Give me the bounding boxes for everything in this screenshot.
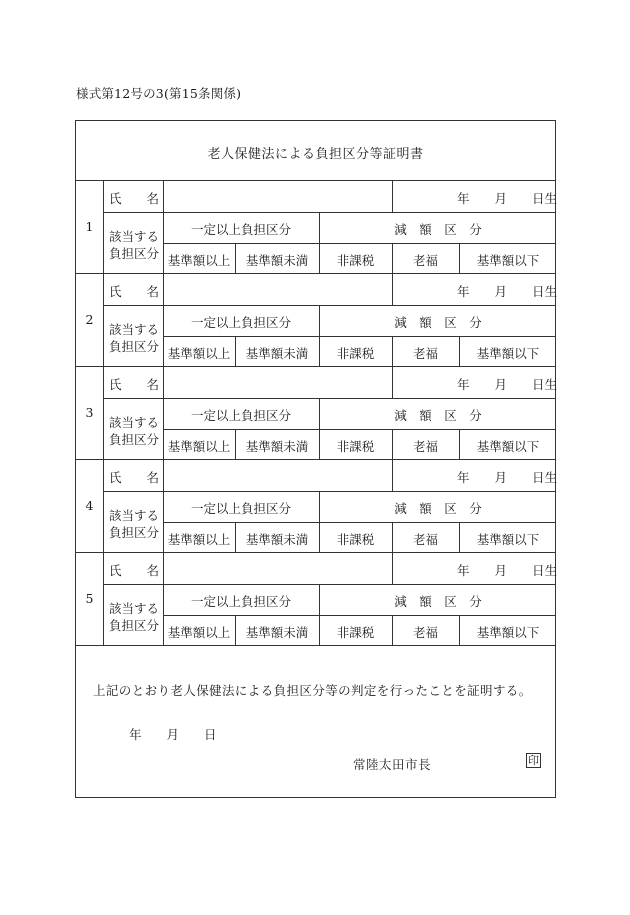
entry-number-cell — [76, 553, 104, 645]
below-standard-cell: 基準額未満 — [245, 346, 309, 361]
above-fixed-burden-header: 一定以上負担区分 — [190, 408, 291, 423]
name-field[interactable] — [164, 461, 391, 490]
row-divider — [104, 398, 555, 399]
date-of-birth-label: 年 月 日生 — [457, 191, 558, 206]
above-fixed-burden-header: 一定以上負担区分 — [190, 501, 291, 516]
below-standard-cell: 基準額未満 — [245, 439, 309, 454]
entry-number: 1 — [85, 219, 94, 234]
name-field[interactable] — [164, 182, 391, 211]
welfare-cell: 老福 — [412, 253, 438, 268]
above-standard-cell: 基準額以上 — [167, 439, 231, 454]
standard-or-less-cell: 基準額以下 — [476, 439, 540, 454]
row-divider — [163, 336, 555, 337]
date-of-birth-label: 年 月 日生 — [457, 377, 558, 392]
column-divider — [392, 274, 393, 305]
row-divider — [104, 491, 555, 492]
certificate-form — [75, 120, 556, 798]
certification-statement: 上記のとおり老人保健法による負担区分等の判定を行ったことを証明する。 — [93, 683, 532, 698]
name-label: 氏 名 — [109, 191, 160, 206]
applicable-label-line2: 負担区分 — [109, 618, 160, 633]
row-divider — [163, 429, 555, 430]
applicable-label-line1: 該当する — [109, 229, 160, 244]
non-taxable-cell: 非課税 — [336, 532, 375, 547]
above-standard-cell: 基準額以上 — [167, 625, 231, 640]
document-title: 老人保健法による負担区分等証明書 — [207, 147, 424, 162]
name-field[interactable] — [164, 368, 391, 397]
name-label: 氏 名 — [109, 377, 160, 392]
column-divider — [392, 553, 393, 584]
date-of-birth-label: 年 月 日生 — [457, 563, 558, 578]
seal-mark: 印 — [528, 754, 539, 767]
issuer-name: 常陸太田市長 — [353, 757, 432, 772]
form-number-label: 様式第12号の3(第15条関係) — [76, 86, 242, 101]
column-divider — [392, 367, 393, 398]
row-divider — [104, 212, 555, 213]
applicable-label-line1: 該当する — [109, 601, 160, 616]
reduction-category-header: 減 額 区 分 — [394, 222, 482, 237]
entry-number-cell — [76, 181, 104, 273]
below-standard-cell: 基準額未満 — [245, 253, 309, 268]
entry-block — [76, 460, 558, 553]
row-divider — [163, 615, 555, 616]
welfare-cell: 老福 — [412, 625, 438, 640]
above-standard-cell: 基準額以上 — [167, 346, 231, 361]
welfare-cell: 老福 — [412, 346, 438, 361]
entry-number-cell — [76, 367, 104, 459]
entry-number-cell — [76, 274, 104, 366]
standard-or-less-cell: 基準額以下 — [476, 625, 540, 640]
entry-number: 5 — [85, 591, 94, 606]
reduction-category-header: 減 額 区 分 — [394, 501, 482, 516]
reduction-category-header: 減 額 区 分 — [394, 315, 482, 330]
entry-block — [76, 181, 558, 274]
date-of-birth-label: 年 月 日生 — [457, 284, 558, 299]
entry-block — [76, 553, 558, 646]
standard-or-less-cell: 基準額以下 — [476, 346, 540, 361]
welfare-cell: 老福 — [412, 439, 438, 454]
above-standard-cell: 基準額以上 — [167, 532, 231, 547]
applicable-label-line1: 該当する — [109, 508, 160, 523]
applicable-label-line1: 該当する — [109, 322, 160, 337]
below-standard-cell: 基準額未満 — [245, 532, 309, 547]
row-divider — [104, 584, 555, 585]
above-fixed-burden-header: 一定以上負担区分 — [190, 222, 291, 237]
row-divider — [163, 243, 555, 244]
non-taxable-cell: 非課税 — [336, 439, 375, 454]
row-divider — [104, 305, 555, 306]
title-row — [76, 121, 555, 181]
above-fixed-burden-header: 一定以上負担区分 — [190, 315, 291, 330]
standard-or-less-cell: 基準額以下 — [476, 532, 540, 547]
row-divider — [163, 522, 555, 523]
name-field[interactable] — [164, 554, 391, 583]
name-label: 氏 名 — [109, 470, 160, 485]
below-standard-cell: 基準額未満 — [245, 625, 309, 640]
entry-number-cell — [76, 460, 104, 552]
issue-date-line: 年 月 日 — [129, 727, 217, 742]
applicable-label-line1: 該当する — [109, 415, 160, 430]
standard-or-less-cell: 基準額以下 — [476, 253, 540, 268]
name-label: 氏 名 — [109, 563, 160, 578]
above-standard-cell: 基準額以上 — [167, 253, 231, 268]
entry-block — [76, 367, 558, 460]
non-taxable-cell: 非課税 — [336, 253, 375, 268]
applicable-label-line2: 負担区分 — [109, 432, 160, 447]
name-label: 氏 名 — [109, 284, 160, 299]
entry-block — [76, 274, 558, 367]
entry-number: 3 — [85, 405, 94, 420]
column-divider — [392, 460, 393, 491]
applicable-label-line2: 負担区分 — [109, 246, 160, 261]
reduction-category-header: 減 額 区 分 — [394, 408, 482, 423]
column-divider — [392, 181, 393, 212]
applicable-label-line2: 負担区分 — [109, 339, 160, 354]
name-field[interactable] — [164, 275, 391, 304]
applicable-label-line2: 負担区分 — [109, 525, 160, 540]
entry-number: 4 — [85, 498, 94, 513]
non-taxable-cell: 非課税 — [336, 625, 375, 640]
above-fixed-burden-header: 一定以上負担区分 — [190, 594, 291, 609]
non-taxable-cell: 非課税 — [336, 346, 375, 361]
welfare-cell: 老福 — [412, 532, 438, 547]
reduction-category-header: 減 額 区 分 — [394, 594, 482, 609]
date-of-birth-label: 年 月 日生 — [457, 470, 558, 485]
entry-number: 2 — [85, 312, 94, 327]
